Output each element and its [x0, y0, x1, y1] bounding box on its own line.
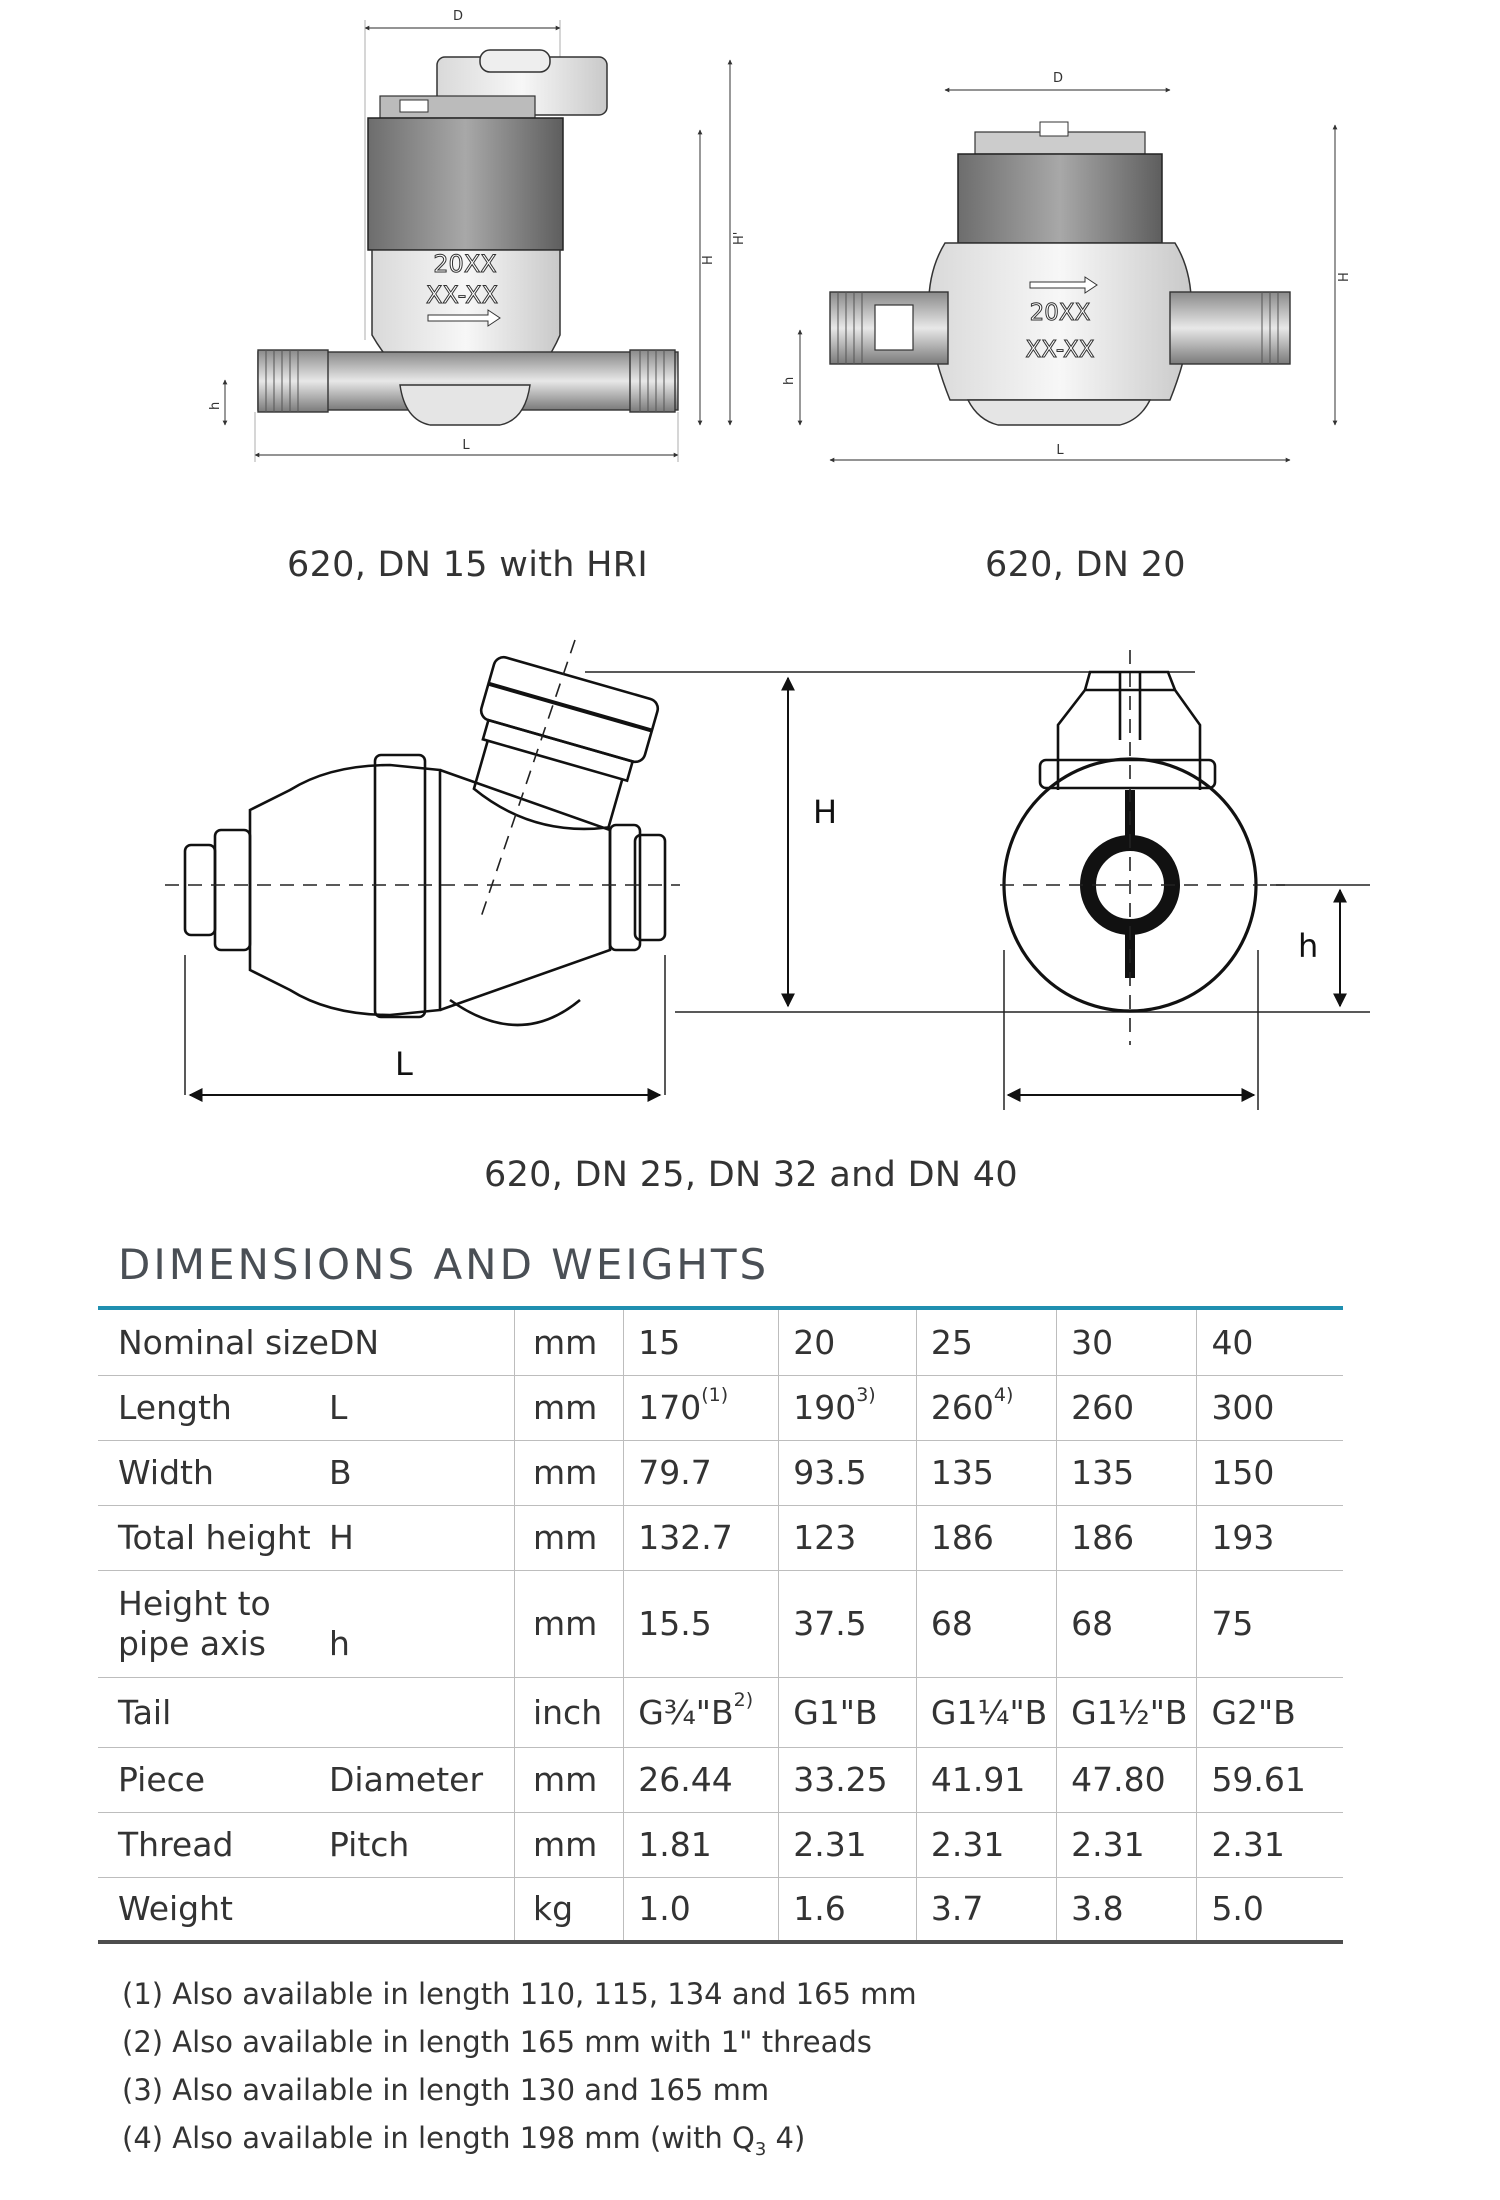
footnote-4-prefix: (4) Also available in length 198 mm (with Q — [122, 2121, 755, 2155]
value-cell — [916, 1375, 1056, 1440]
row-symbol — [329, 1677, 514, 1747]
dn25-l-label: L — [395, 1045, 413, 1083]
dn15-h-label: H — [701, 255, 716, 265]
row-symbol: L — [329, 1375, 514, 1440]
dn15-l-label: L — [462, 438, 470, 453]
row-unit: mm — [514, 1505, 623, 1570]
value-cell — [1057, 1310, 1197, 1375]
value-text: 15 — [638, 1322, 681, 1362]
row-unit: inch — [514, 1677, 623, 1747]
value-cell — [916, 1440, 1056, 1505]
dn20-h-axis-label: h — [782, 376, 797, 385]
value-cell — [1057, 1375, 1197, 1440]
value-cell — [916, 1310, 1056, 1375]
dimensions-table — [98, 1310, 1343, 1944]
dn20-year-label: 20XX — [1029, 300, 1091, 326]
value-footnote-ref: (1) — [701, 1384, 729, 1406]
value-text: 68 — [930, 1604, 973, 1643]
value-text: 37.5 — [793, 1604, 867, 1643]
value-cell — [779, 1440, 917, 1505]
value-text: 1.0 — [638, 1889, 691, 1929]
caption-dn15: 620, DN 15 with HRI — [287, 545, 649, 585]
value-cell — [779, 1310, 917, 1375]
row-label — [98, 1570, 329, 1677]
row-symbol: H — [329, 1505, 514, 1570]
value-cell — [1197, 1812, 1343, 1877]
row-unit: mm — [514, 1747, 623, 1812]
row-symbol: B — [329, 1440, 514, 1505]
row-unit: mm — [514, 1440, 623, 1505]
row-label: Nominal size — [98, 1310, 329, 1375]
value-text: G1¼"B — [930, 1692, 1048, 1732]
caption-dn25: 620, DN 25, DN 32 and DN 40 — [484, 1155, 1018, 1195]
value-text: 2.31 — [1071, 1825, 1145, 1864]
value-text: G1½"B — [1071, 1692, 1188, 1732]
value-cell — [624, 1812, 779, 1877]
value-cell — [1057, 1505, 1197, 1570]
value-text: 25 — [930, 1322, 973, 1362]
value-text: 186 — [1071, 1518, 1135, 1557]
row-label: Tail — [98, 1677, 329, 1747]
table-row — [98, 1440, 1343, 1505]
dn25-h-label: H — [813, 793, 838, 831]
value-footnote-ref: 4) — [993, 1384, 1014, 1406]
value-cell — [624, 1570, 779, 1677]
value-cell — [779, 1747, 917, 1812]
value-text: 41.91 — [930, 1760, 1026, 1799]
value-text: 33.25 — [793, 1760, 888, 1799]
table-row — [98, 1375, 1343, 1440]
value-text: 260 — [930, 1388, 994, 1427]
table-row — [98, 1505, 1343, 1570]
value-footnote-ref: 3) — [856, 1384, 876, 1406]
value-cell — [624, 1375, 779, 1440]
value-cell — [1057, 1570, 1197, 1677]
section-title: DIMENSIONS AND WEIGHTS — [118, 1240, 770, 1289]
footnote-4-suffix: 4) — [766, 2121, 806, 2155]
value-cell — [1057, 1877, 1197, 1942]
row-label: Length — [98, 1375, 329, 1440]
footnote-4 — [122, 2114, 917, 2174]
value-text: 2.31 — [1211, 1825, 1285, 1864]
value-text: 1.6 — [793, 1889, 846, 1929]
value-text: 193 — [1211, 1518, 1275, 1557]
value-text: 68 — [1071, 1604, 1114, 1643]
value-text: 135 — [930, 1453, 994, 1492]
value-cell — [916, 1505, 1056, 1570]
row-label: Width — [98, 1440, 329, 1505]
value-cell — [1057, 1812, 1197, 1877]
value-text: 40 — [1211, 1322, 1254, 1362]
dn25-front-view-dimensions — [1000, 650, 1370, 1110]
value-cell — [1197, 1375, 1343, 1440]
row-symbol: DN — [329, 1310, 514, 1375]
value-cell — [1057, 1677, 1197, 1747]
value-text: 47.80 — [1071, 1760, 1166, 1799]
value-cell — [1057, 1440, 1197, 1505]
row-label: Piece — [98, 1747, 329, 1812]
row-label: Thread — [98, 1812, 329, 1877]
value-text: 93.5 — [793, 1453, 867, 1492]
row-label-line1: Height to — [118, 1583, 271, 1623]
value-cell — [779, 1505, 917, 1570]
row-symbol — [329, 1877, 514, 1942]
value-text: 5.0 — [1211, 1889, 1264, 1929]
value-text: 190 — [793, 1388, 857, 1427]
row-label: Total height — [98, 1505, 329, 1570]
dn25-h-axis-label: h — [1298, 927, 1319, 965]
table-row — [98, 1812, 1343, 1877]
value-cell — [1197, 1747, 1343, 1812]
value-text: G¾"B — [638, 1692, 734, 1732]
row-label-line2: pipe axis — [118, 1623, 266, 1663]
table-row — [98, 1310, 1343, 1375]
table-row — [98, 1877, 1343, 1942]
value-cell — [1197, 1440, 1343, 1505]
value-text: 260 — [1071, 1388, 1135, 1427]
footnote-2: (2) Also available in length 165 mm with 1" threads — [122, 2025, 872, 2059]
row-unit: mm — [514, 1570, 623, 1677]
table-row — [98, 1677, 1343, 1747]
value-cell — [1057, 1747, 1197, 1812]
value-text: 150 — [1211, 1453, 1275, 1492]
dn15-d-label: D — [452, 9, 464, 24]
value-cell — [916, 1812, 1056, 1877]
row-symbol: h — [329, 1570, 514, 1677]
caption-dn20: 620, DN 20 — [985, 545, 1186, 585]
row-symbol: Pitch — [329, 1812, 514, 1877]
value-text: 20 — [793, 1322, 836, 1362]
value-cell — [779, 1677, 917, 1747]
footnote-3: (3) Also available in length 130 and 165 mm — [122, 2073, 770, 2107]
footnote-1: (1) Also available in length 110, 115, 134 and 165 mm — [122, 1977, 917, 2011]
row-label: Weight — [98, 1877, 329, 1942]
value-cell — [779, 1877, 917, 1942]
value-cell — [779, 1570, 917, 1677]
dn15-meter-drawing — [208, 9, 747, 462]
value-text: 170 — [638, 1388, 702, 1427]
value-cell — [1197, 1505, 1343, 1570]
value-footnote-ref: 2) — [733, 1688, 754, 1711]
value-cell — [1197, 1677, 1343, 1747]
dn15-hprime-label: H' — [732, 231, 747, 245]
value-cell — [916, 1677, 1056, 1747]
dn20-meter-drawing — [782, 71, 1352, 460]
value-cell — [1197, 1877, 1343, 1942]
value-text: 2.31 — [930, 1825, 1005, 1864]
value-text: 186 — [930, 1518, 994, 1557]
dn25-side-view-drawing — [185, 655, 665, 1025]
dn15-year-label: 20XX — [433, 250, 497, 278]
row-unit: mm — [514, 1310, 623, 1375]
value-cell — [1197, 1570, 1343, 1677]
value-text: 1.81 — [638, 1825, 712, 1864]
value-text: 135 — [1071, 1453, 1135, 1492]
dn20-h-label: H — [1337, 272, 1352, 282]
value-text: G1"B — [793, 1692, 878, 1732]
value-cell — [916, 1570, 1056, 1677]
value-cell — [779, 1812, 917, 1877]
table-row — [98, 1747, 1343, 1812]
value-text: 26.44 — [638, 1760, 733, 1799]
row-unit: mm — [514, 1812, 623, 1877]
value-text: 123 — [793, 1518, 857, 1557]
value-text: 2.31 — [793, 1825, 867, 1864]
dn20-l-label: L — [1056, 443, 1064, 458]
dn20-code-label: XX-XX — [1025, 337, 1095, 363]
value-text: 79.7 — [638, 1453, 712, 1492]
value-cell — [624, 1677, 779, 1747]
value-cell — [779, 1375, 917, 1440]
value-text: 30 — [1071, 1322, 1114, 1362]
dn15-code-label: XX-XX — [425, 281, 499, 309]
value-text: 132.7 — [638, 1518, 733, 1557]
row-unit: mm — [514, 1375, 623, 1440]
value-cell — [624, 1505, 779, 1570]
value-cell — [624, 1747, 779, 1812]
value-cell — [624, 1877, 779, 1942]
footnote-4-sub: 3 — [754, 2138, 767, 2160]
value-text: 3.7 — [930, 1889, 984, 1929]
value-text: 59.61 — [1211, 1760, 1306, 1799]
value-cell — [1197, 1310, 1343, 1375]
value-text: 15.5 — [638, 1604, 712, 1643]
footnotes — [122, 1970, 917, 2174]
value-text: G2"B — [1211, 1692, 1296, 1732]
table-row — [98, 1570, 1343, 1677]
value-cell — [916, 1877, 1056, 1942]
value-text: 75 — [1211, 1604, 1254, 1643]
value-text: 300 — [1211, 1388, 1275, 1427]
dn20-d-label: D — [1052, 71, 1064, 86]
row-symbol: Diameter — [329, 1747, 514, 1812]
value-cell — [624, 1310, 779, 1375]
dn15-h-axis-label: h — [208, 401, 223, 410]
row-unit: kg — [514, 1877, 623, 1942]
value-cell — [916, 1747, 1056, 1812]
value-text: 3.8 — [1071, 1889, 1124, 1929]
value-cell — [624, 1440, 779, 1505]
